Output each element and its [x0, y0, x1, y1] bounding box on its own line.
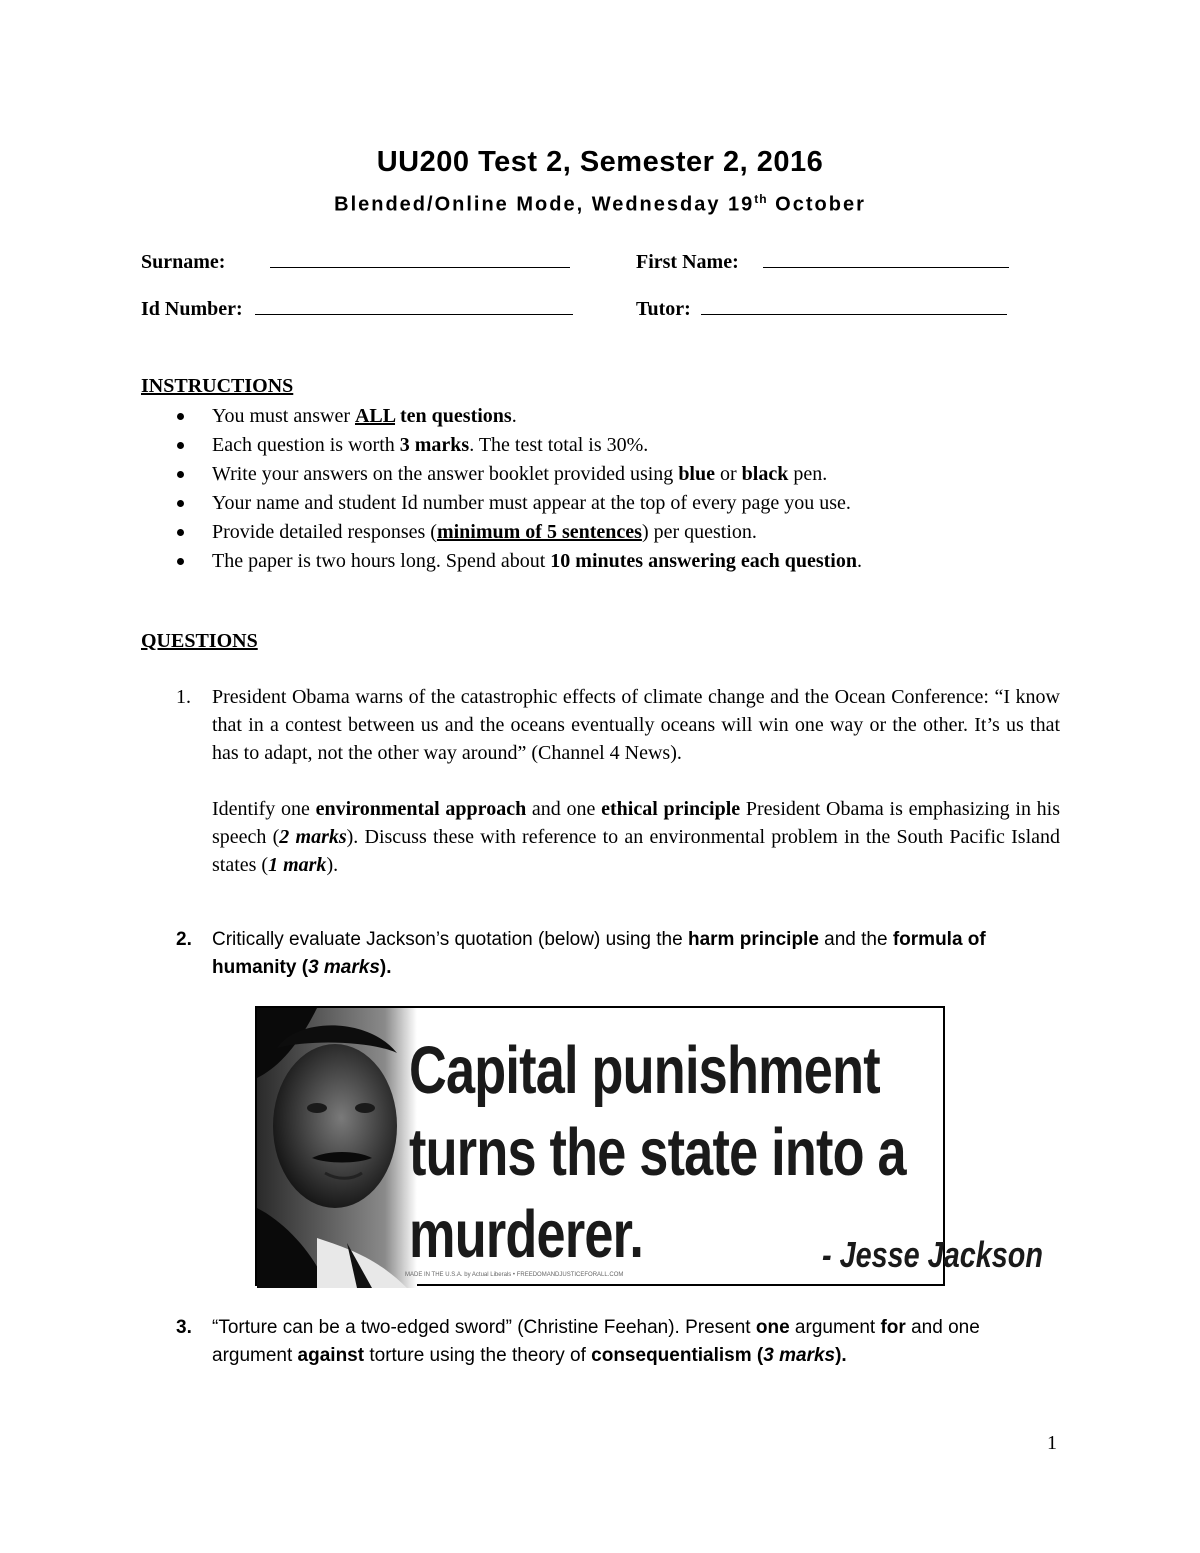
- question-2-task: Critically evaluate Jackson’s quotation (below) using the harm principle and the formula of humanity (3 marks).: [212, 929, 986, 978]
- jesse-jackson-quote-image: [255, 1006, 1043, 1286]
- question-2: [176, 926, 1060, 982]
- id-number-field: [141, 296, 573, 321]
- instruction-item: You must answer ALL ten questions.: [141, 402, 1101, 431]
- quote-line-2: turns the state into a: [409, 1115, 906, 1190]
- question-number: 3.: [176, 1317, 192, 1338]
- instruction-item: Write your answers on the answer booklet provided using blue or black pen.: [141, 460, 1101, 489]
- surname-field: [141, 249, 570, 274]
- tutor-label: Tutor:: [636, 298, 691, 320]
- subtitle-tail: October: [767, 193, 866, 216]
- question-number: 1.: [176, 686, 191, 708]
- surname-label: Surname:: [141, 251, 226, 273]
- instruction-item: The paper is two hours long. Spend about 10 minutes answering each question.: [141, 547, 1101, 576]
- subtitle-superscript: th: [754, 192, 768, 206]
- instruction-item: Each question is worth 3 marks. The test total is 30%.: [141, 431, 1101, 460]
- quote-line-3: murderer.: [409, 1197, 644, 1272]
- tutor-blank[interactable]: [701, 296, 1007, 315]
- instruction-item: Your name and student Id number must appear at the top of every page you use.: [141, 489, 1101, 518]
- instructions-heading: INSTRUCTIONS: [141, 375, 294, 397]
- surname-blank[interactable]: [270, 249, 570, 268]
- question-3-task: “Torture can be a two-edged sword” (Christine Feehan). Present one argument for and one argument against torture using the theory of consequentialism (3 marks).: [212, 1317, 980, 1366]
- subtitle-main: Blended/Online Mode, Wednesday 19: [334, 193, 755, 216]
- page-number: 1: [1047, 1432, 1057, 1454]
- id-number-blank[interactable]: [255, 296, 573, 315]
- quote-author: - Jesse Jackson: [822, 1234, 1043, 1275]
- quote-text: [409, 1030, 906, 1276]
- quote-line-1: Capital punishment: [409, 1033, 880, 1108]
- poster-fineprint: MADE IN THE U.S.A. by Actual Liberals • FREEDOMANDJUSTICEFORALL.COM: [405, 1272, 624, 1278]
- tutor-field: [636, 296, 1007, 321]
- question-3: [176, 1314, 1060, 1370]
- id-number-label: Id Number:: [141, 298, 243, 320]
- first-name-label: First Name:: [636, 251, 739, 273]
- first-name-blank[interactable]: [763, 249, 1009, 268]
- question-1: [176, 683, 1060, 879]
- question-number: 2.: [176, 929, 192, 950]
- instructions-list: [141, 402, 1101, 576]
- question-1-context: President Obama warns of the catastrophic effects of climate change and the Ocean Conference: “I know that in a contest between us and the oceans eventually oceans will win one way or the other. It’s us that has to adapt, not the other way around” (Channel 4 News).: [212, 686, 1060, 764]
- first-name-field: [636, 249, 1009, 274]
- page-subtitle: [0, 192, 1200, 217]
- page-title: UU200 Test 2, Semester 2, 2016: [376, 146, 824, 178]
- instruction-item: Provide detailed responses (minimum of 5 sentences) per question.: [141, 518, 1101, 547]
- questions-heading: QUESTIONS: [141, 630, 258, 652]
- question-1-task: Identify one environmental approach and one ethical principle President Obama is emphasizing in his speech (2 marks). Discuss these with reference to an environmental problem in the South Pacific Island states (1 mark).: [212, 798, 1061, 876]
